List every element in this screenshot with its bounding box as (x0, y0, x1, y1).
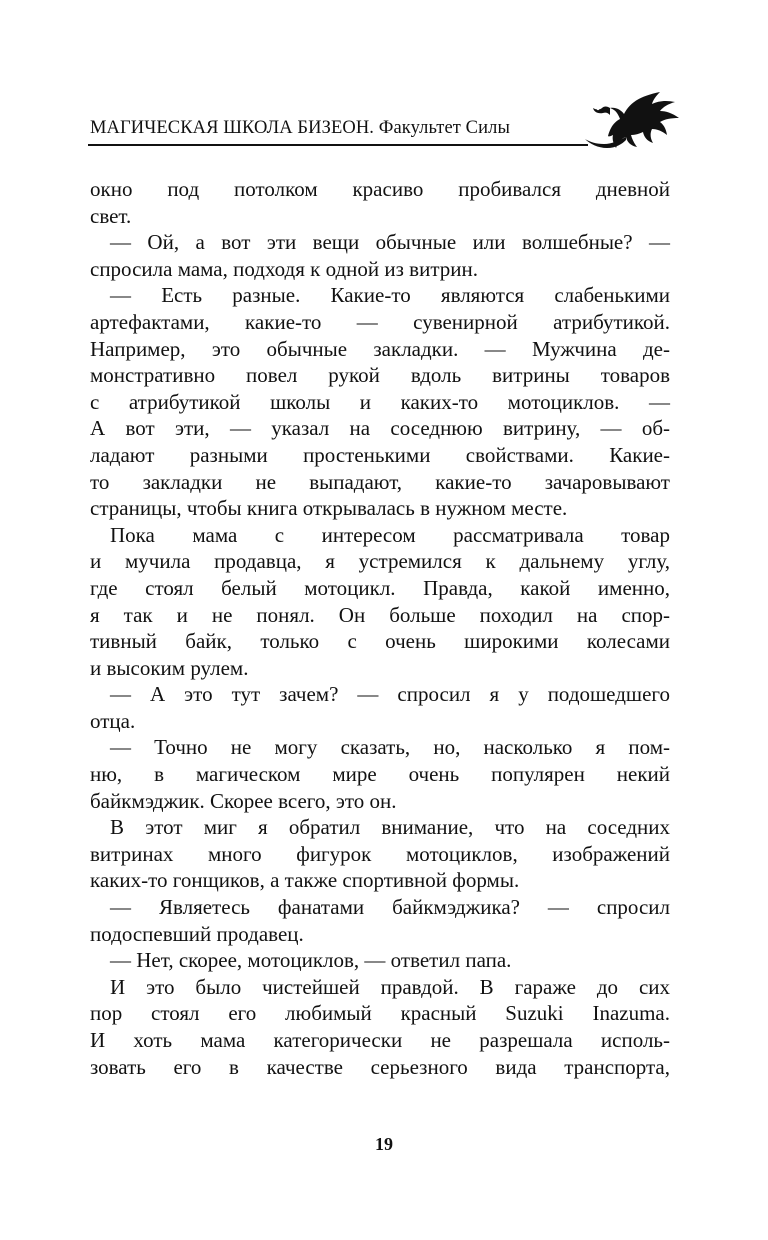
text-line: А вот эти, — указал на соседнюю витрину, — об- (90, 416, 670, 441)
text-line: — Ой, а вот эти вещи обычные или волшебные? — (110, 230, 670, 255)
text-line: спросила мама, подходя к одной из витрин. (90, 256, 478, 281)
text-line: монстративно повел рукой вдоль витрины товаров (90, 363, 670, 388)
header-rule (88, 144, 588, 146)
running-header-title: МАГИЧЕСКАЯ ШКОЛА БИЗЕОН. Факультет Силы (90, 118, 510, 138)
text-line: я так и не понял. Он больше походил на спор- (90, 602, 670, 627)
text-line: — Нет, скорее, мотоциклов, — ответил папа. (110, 948, 512, 973)
running-header (88, 92, 684, 152)
text-line: и мучила продавца, я устремился к дальнему углу, (90, 549, 670, 574)
text-line: ладают разными простенькими свойствами. Какие- (90, 442, 670, 467)
text-line: — А это тут зачем? — спросил я у подошедшего (110, 682, 670, 707)
text-line: окно под потолком красиво пробивался дневной (90, 177, 670, 201)
text-line: с атрибутикой школы и каких-то мотоциклов. — (90, 389, 670, 414)
text-line: зовать его в качестве серьезного вида транспорта, (90, 1054, 670, 1079)
text-line: и высоким рулем. (90, 655, 249, 680)
text-line: каких-то гонщиков, а также спортивной формы. (90, 868, 520, 893)
text-line: Например, это обычные закладки. — Мужчина де- (90, 336, 670, 361)
text-line: В этот миг я обратил внимание, что на соседних (110, 815, 670, 840)
text-line: подоспевший продавец. (90, 921, 304, 946)
text-line: свет. (90, 203, 132, 228)
dragon-icon (580, 92, 684, 152)
text-line: байкмэджик. Скорее всего, это он. (90, 788, 397, 813)
text-line: — Являетесь фанатами байкмэджика? — спросил (110, 895, 670, 920)
body-text (90, 176, 670, 1080)
page-number: 19 (375, 1134, 393, 1154)
text-line: страницы, чтобы книга открывалась в нужном месте. (90, 496, 568, 521)
text-line: пор стоял его любимый красный Suzuki Inazuma. (90, 1001, 670, 1026)
text-line: Пока мама с интересом рассматривала товар (110, 522, 670, 547)
text-line: где стоял белый мотоцикл. Правда, какой именно, (90, 575, 670, 600)
text-line: И хоть мама категорически не разрешала исполь- (90, 1028, 670, 1052)
text-line: то закладки не выпадают, какие-то зачаровывают (90, 469, 670, 494)
text-line: витринах много фигурок мотоциклов, изображений (90, 841, 670, 866)
text-line: — Есть разные. Какие-то являются слабенькими (110, 283, 670, 308)
text-line: тивный байк, только с очень широкими колесами (90, 629, 670, 654)
text-line: ню, в магическом мире очень популярен некий (90, 762, 670, 787)
text-line: И это было чистейшей правдой. В гараже до сих (110, 974, 670, 999)
text-line: артефактами, какие-то — сувенирной атрибутикой. (90, 309, 670, 334)
text-line: отца. (90, 708, 136, 733)
text-line: — Точно не могу сказать, но, насколько я пом- (110, 735, 670, 760)
